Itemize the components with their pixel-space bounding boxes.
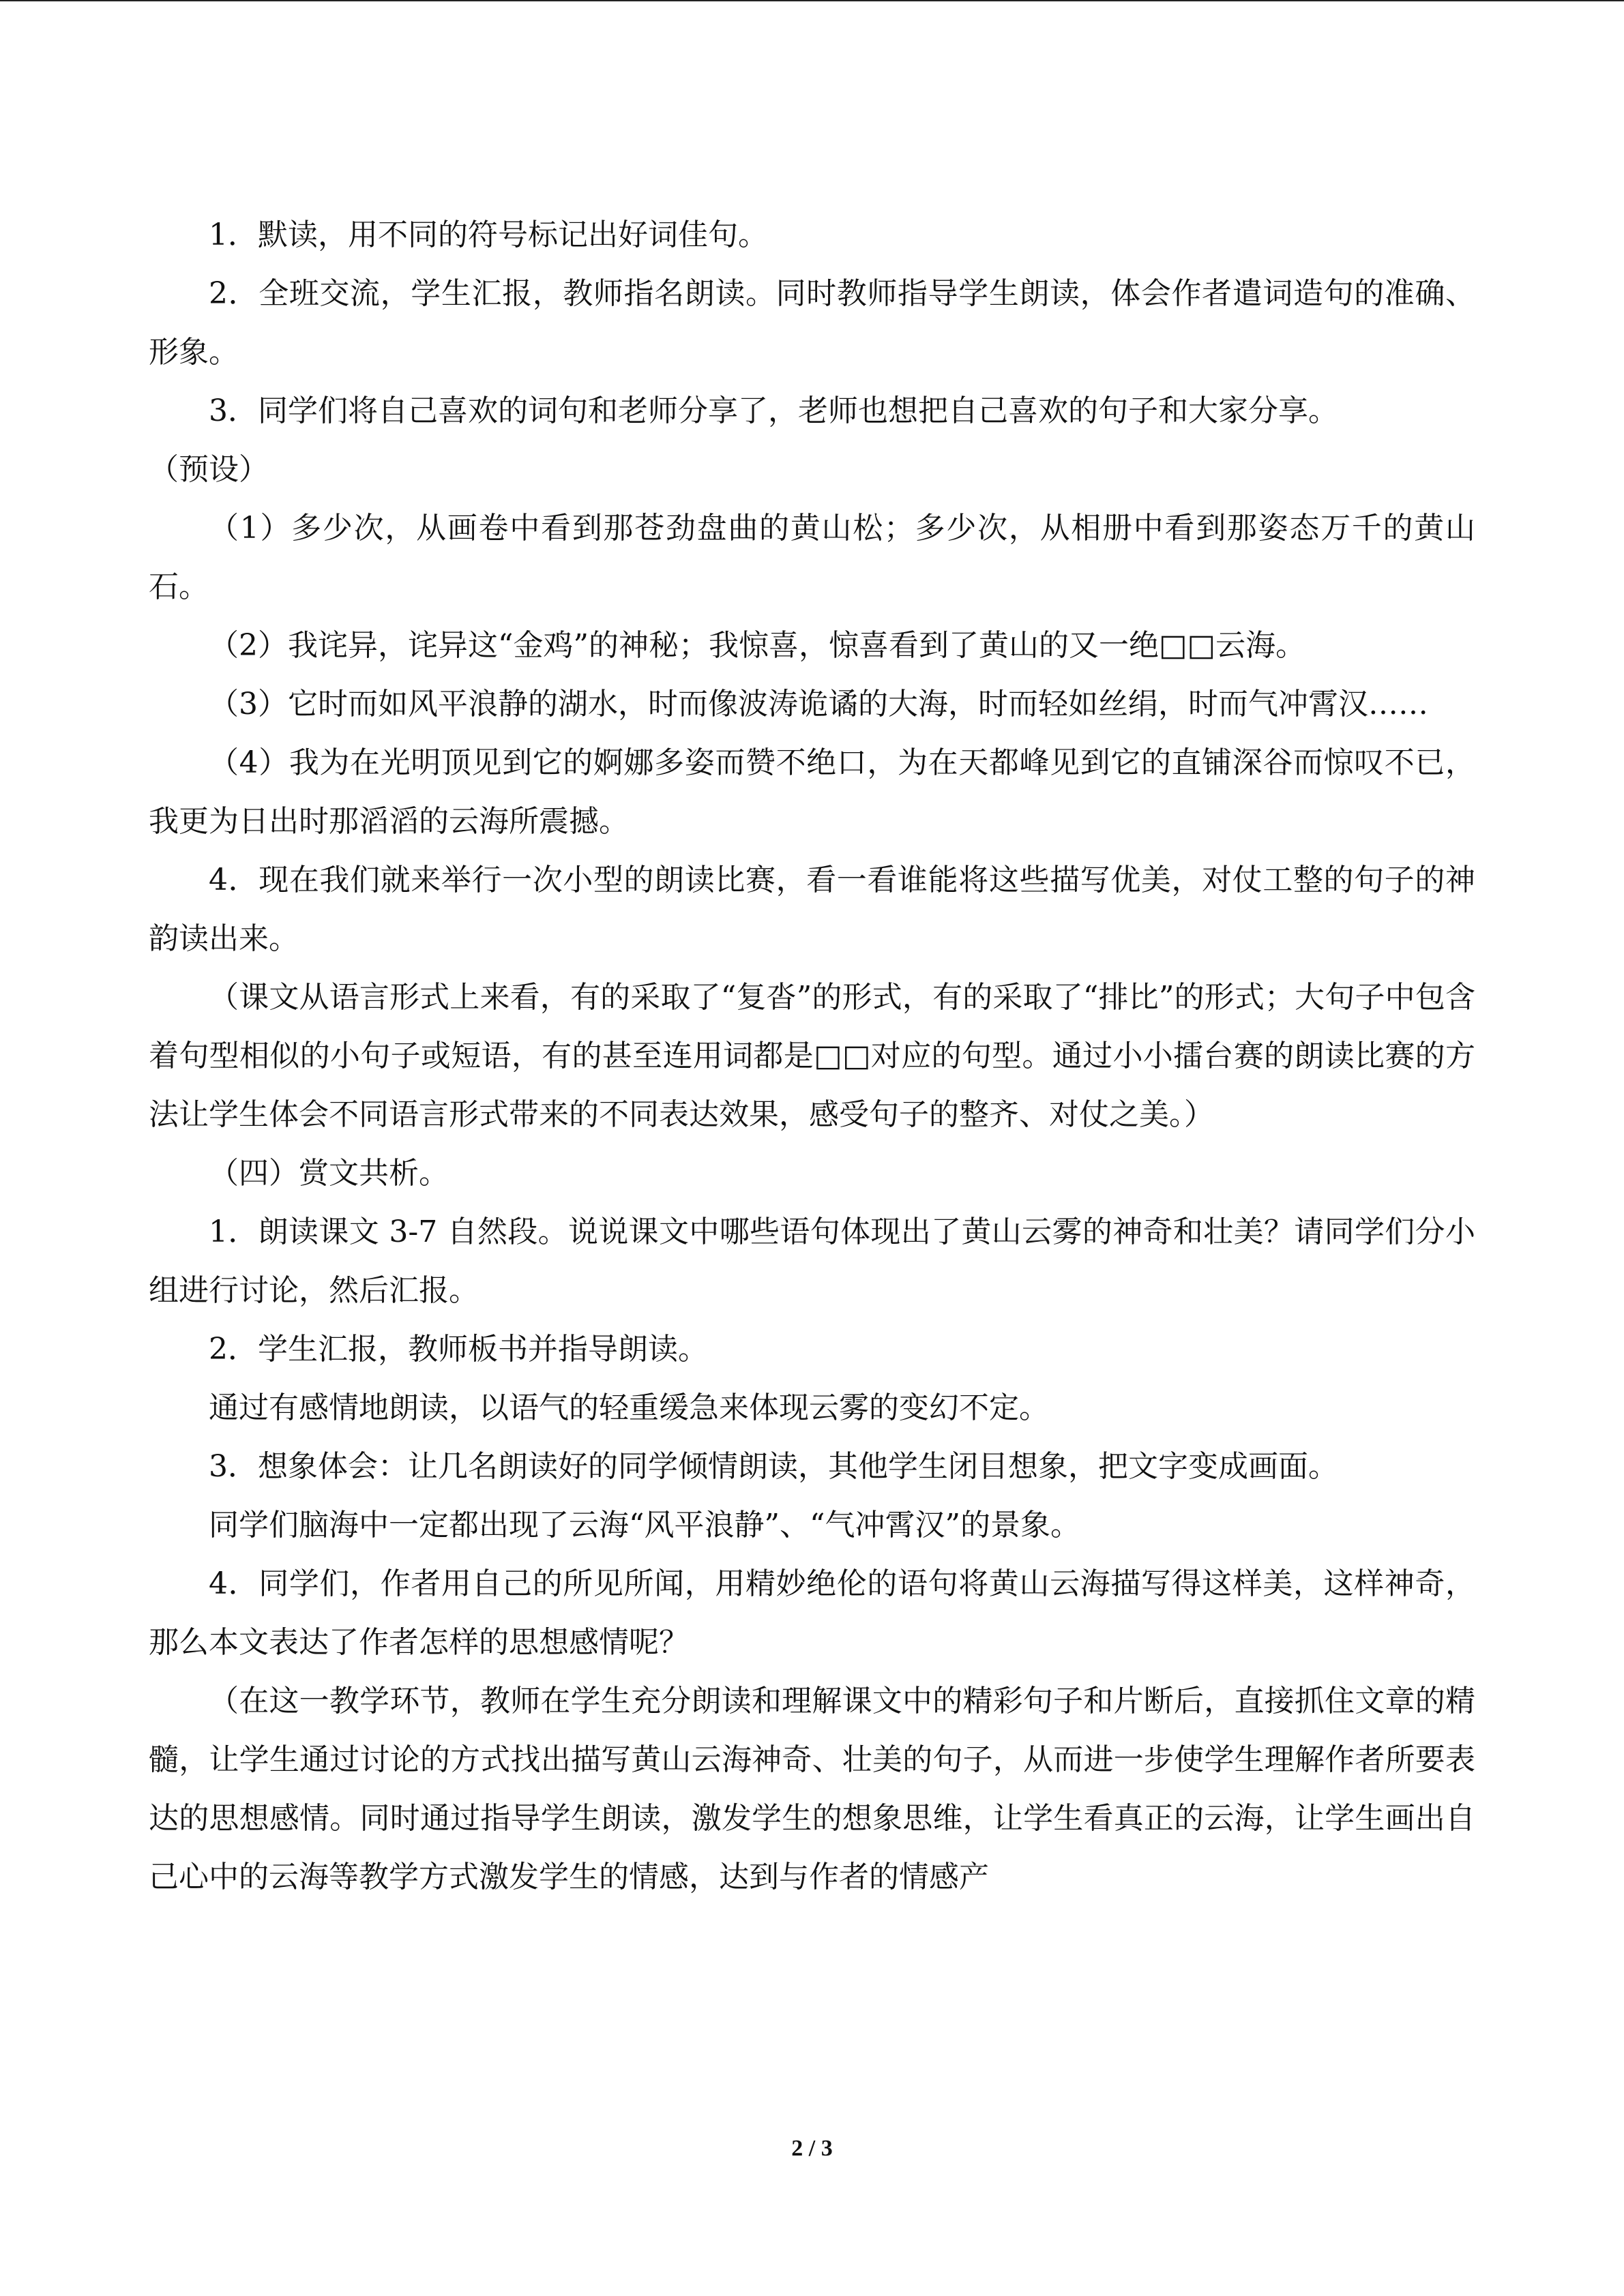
paragraph: 同学们脑海中一定都出现了云海“风平浪静”、“气冲霄汉”的景象。 xyxy=(209,1508,1080,1542)
section-heading: （四）赏文共析。 xyxy=(209,1156,449,1191)
paragraph: （3）它时而如风平浪静的湖水，时而像波涛诡谲的大海，时而轻如丝绢，时而气冲霄汉…… xyxy=(209,687,1428,721)
document-body xyxy=(149,206,1475,1907)
paragraph: 2．学生汇报，教师板书并指导朗读。 xyxy=(209,1332,708,1367)
paragraph: 2．全班交流，学生汇报，教师指名朗读。同时教师指导学生朗读，体会作者遣词造句的准确、形象。 xyxy=(149,276,1475,370)
paragraph: （课文从语言形式上来看，有的采取了“复沓”的形式，有的采取了“排比”的形式；大句子中包含着句型相似的小句子或短语，有的甚至连用词都是□□对应的句型。通过小小擂台赛的朗读比赛的方法让学生体会不同语言形式带来的不同表达效果，感受句子的整齐、对仗之美。） xyxy=(149,980,1475,1132)
paragraph: （1）多少次，从画卷中看到那苍劲盘曲的黄山松；多少次，从相册中看到那姿态万千的黄山石。 xyxy=(149,511,1475,604)
paragraph: （2）我诧异，诧异这“金鸡”的神秘；我惊喜，惊喜看到了黄山的又一绝□□云海。 xyxy=(209,628,1306,663)
paragraph: 4．现在我们就来举行一次小型的朗读比赛，看一看谁能将这些描写优美，对仗工整的句子的神韵读出来。 xyxy=(149,863,1475,956)
paragraph: 3．想象体会：让几名朗读好的同学倾情朗读，其他学生闭目想象，把文字变成画面。 xyxy=(209,1449,1338,1484)
paragraph: 4．同学们，作者用自己的所见所闻，用精妙绝伦的语句将黄山云海描写得这样美，这样神奇，那么本文表达了作者怎样的思想感情呢？ xyxy=(149,1566,1475,1660)
paragraph: 通过有感情地朗读，以语气的轻重缓急来体现云雾的变幻不定。 xyxy=(209,1390,1049,1425)
paragraph: （4）我为在光明顶见到它的婀娜多姿而赞不绝口，为在天都峰见到它的直铺深谷而惊叹不已，我更为日出时那滔滔的云海所震撼。 xyxy=(149,745,1475,839)
paragraph: 1．默读，用不同的符号标记出好词佳句。 xyxy=(209,218,768,252)
page-number: 2 / 3 xyxy=(791,2136,833,2161)
paragraph: 1．朗读课文 3-7 自然段。说说课文中哪些语句体现出了黄山云雾的神奇和壮美？请同学们分小组进行讨论，然后汇报。 xyxy=(149,1214,1475,1308)
paragraph: （在这一教学环节，教师在学生充分朗读和理解课文中的精彩句子和片断后，直接抓住文章的精髓，让学生通过讨论的方式找出描写黄山云海神奇、壮美的句子，从而进一步使学生理解作者所要表达的思想感情。同时通过指导学生朗读，激发学生的想象思维，让学生看真正的云海，让学生画出自己心中的云海等教学方式激发学生的情感，达到与作者的情感产 xyxy=(149,1684,1475,1894)
paragraph: 3．同学们将自己喜欢的词句和老师分享了，老师也想把自己喜欢的句子和大家分享。 xyxy=(209,393,1338,428)
paragraph: （预设） xyxy=(149,452,269,487)
